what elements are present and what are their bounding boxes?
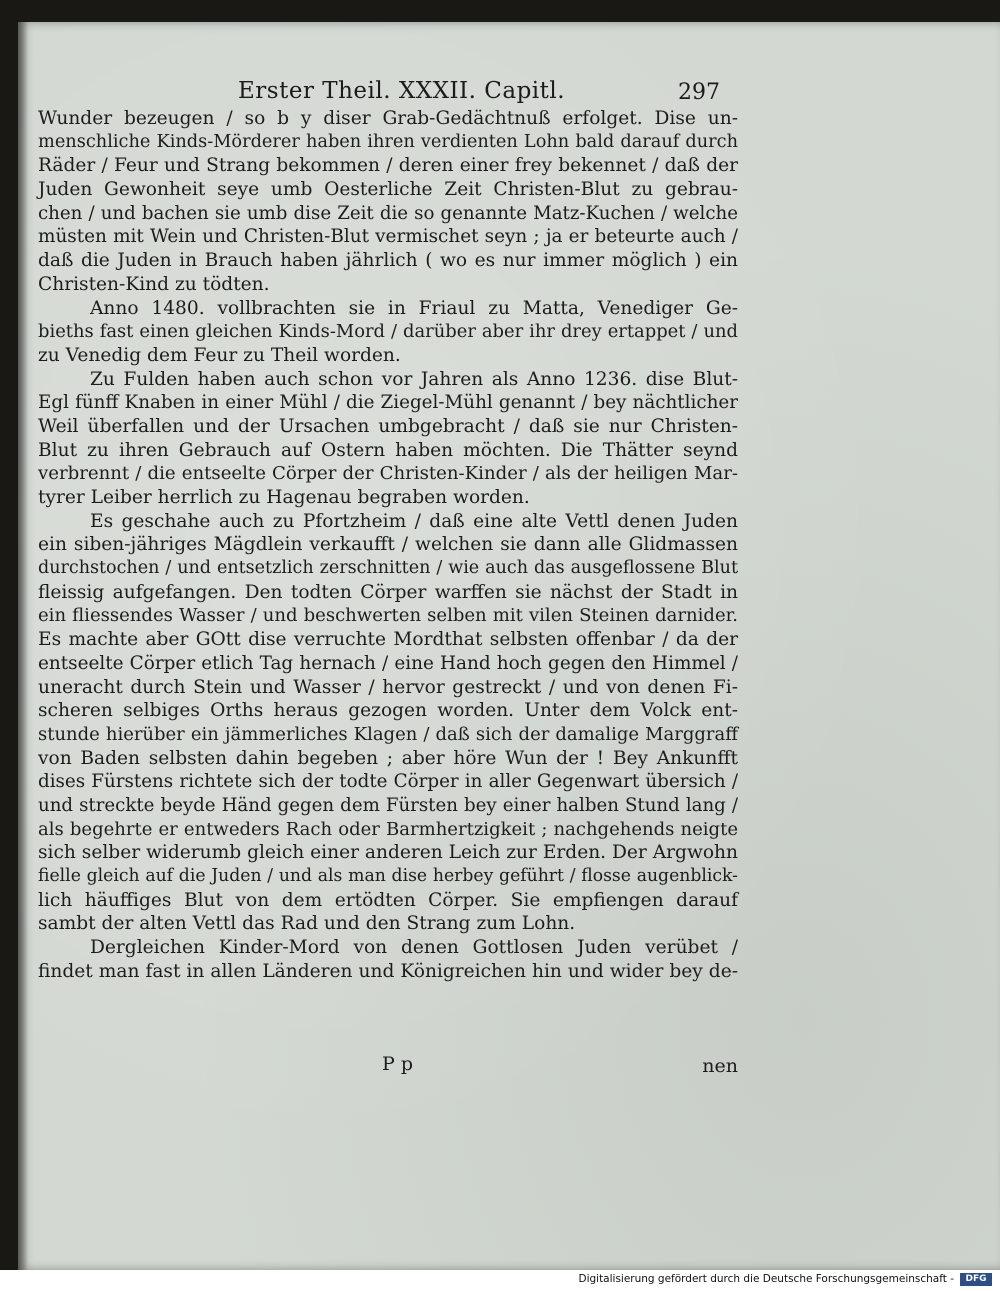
text-line: daß die Juden in Brauch haben jährlich ( wo es nur immer möglich ) ein: [38, 250, 738, 272]
text-line: Juden Gewonheit seye umb Oesterliche Zeit Christen-Blut zu gebrau-: [38, 179, 738, 201]
body-text: [38, 107, 738, 983]
text-line: tyrer Leiber herrlich zu Hagenau begraben worden.: [38, 487, 530, 508]
text-line: bieths fast einen gleichen Kinds-Mord / darüber aber ihr drey ertappet / und: [38, 321, 738, 343]
text-line: uneracht durch Stein und Wasser / hervor gestreckt / und von denen Fi-: [38, 676, 738, 698]
text-line: und streckte beyde Händ gegen dem Fürsten bey einer halben Stund lang /: [38, 794, 738, 816]
text-line: Es machte aber GOtt dise verruchte Mordthat selbsten offenbar / da der: [38, 629, 738, 651]
text-line: Dergleichen Kinder-Mord von denen Gottlosen Juden verübet /: [90, 937, 738, 959]
text-line: menschliche Kinds-Mörderer haben ihren verdienten Lohn bald darauf durch: [38, 131, 738, 152]
text-line: ein siben-jähriges Mägdlein verkaufft / welchen sie dann alle Glidmassen: [38, 534, 738, 556]
text-line: Wunder bezeugen / so b y diser Grab-Gedächtnuß erfolget. Dise un-: [38, 108, 738, 129]
text-line: dises Fürstens richtete sich der todte Cörper in aller Gegenwart übersich /: [38, 771, 738, 793]
text-line: lich häuffiges Blut von dem ertödten Cörper. Sie empfiengen darauf: [38, 889, 738, 911]
signature-mark: P p: [382, 1053, 413, 1075]
text-line: chen / und bachen sie umb dise Zeit die so genannte Matz-Kuchen / welche: [38, 202, 738, 224]
text-line: sich selber widerumb gleich einer anderen Leich zur Erden. Der Argwohn: [38, 842, 738, 864]
text-line: stunde hierüber ein jämmerliches Klagen / daß sich der damalige Marggraff: [38, 723, 738, 745]
text-line: ein fliessendes Wasser / und beschwerten selben mit vilen Steinen darnider.: [38, 605, 738, 627]
text-line: verbrennt / die entseelte Cörper der Christen-Kinder / als der heiligen Mar-: [38, 463, 738, 485]
text-line: fielle gleich auf die Juden / und als man dise herbey geführt / flosse augenblick-: [38, 866, 738, 886]
text-line: Blut zu ihren Gebrauch auf Ostern haben möchten. Die Thätter seynd: [38, 439, 738, 461]
text-line: Christen-Kind zu tödten.: [38, 273, 270, 295]
text-line: scheren selbiges Orths heraus gezogen worden. Unter dem Volck ent-: [38, 700, 738, 722]
text-line: sambt der alten Vettl das Rad und den Strang zum Lohn.: [38, 913, 576, 935]
text-line: Anno 1480. vollbrachten sie in Friaul zu Matta, Venediger Ge-: [90, 297, 738, 319]
running-title: Erster Theil. XXXII. Capitl.: [238, 78, 566, 104]
text-line: Egl fünff Knaben in einer Mühl / die Ziegel-Mühl genannt / bey nächtlicher: [38, 392, 738, 414]
text-line: Weil überfallen und der Ursachen umbgebracht / daß sie nur Christen-: [38, 415, 738, 437]
text-line: durchstochen / und entsetzlich zerschnitten / wie auch das ausgeflossene Blut: [38, 558, 738, 579]
dfg-logo-icon: DFG: [960, 1273, 992, 1286]
catchword: nen: [702, 1055, 738, 1077]
text-line: Räder / Feur und Strang bekommen / deren einer frey bekennet / daß der: [38, 155, 738, 177]
page-footer: [38, 1053, 738, 1079]
credit-text: Digitalisierung gefördert durch die Deutsche Forschungsgemeinschaft -: [578, 1273, 954, 1285]
text-line: findet man fast in allen Länderen und Königreichen hin und wider bey de-: [38, 960, 738, 982]
page-number: 297: [678, 80, 720, 105]
text-line: müsten mit Wein und Christen-Blut vermischet seyn ; ja er beteurte auch /: [38, 226, 738, 248]
text-line: zu Venedig dem Feur zu Theil worden.: [38, 344, 401, 366]
text-line: als begehrte er entweders Rach oder Barmhertzigkeit ; nachgehends neigte: [38, 818, 738, 840]
digitization-credit-bar: [0, 1270, 1000, 1291]
text-line: Es geschahe auch zu Pfortzheim / daß eine alte Vettl denen Juden: [90, 510, 738, 532]
text-line: Zu Fulden haben auch schon vor Jahren als Anno 1236. dise Blut-: [90, 368, 738, 390]
page-gutter-shadow: [18, 22, 28, 1270]
text-line: von Baden selbsten dahin begeben ; aber höre Wun der ! Bey Ankunfft: [38, 747, 738, 769]
text-line: entseelte Cörper etlich Tag hernach / eine Hand hoch gegen den Himmel /: [38, 652, 738, 674]
text-line: fleissig aufgefangen. Den todten Cörper warffen sie nächst der Stadt in: [38, 581, 738, 603]
page-header: [238, 74, 718, 108]
